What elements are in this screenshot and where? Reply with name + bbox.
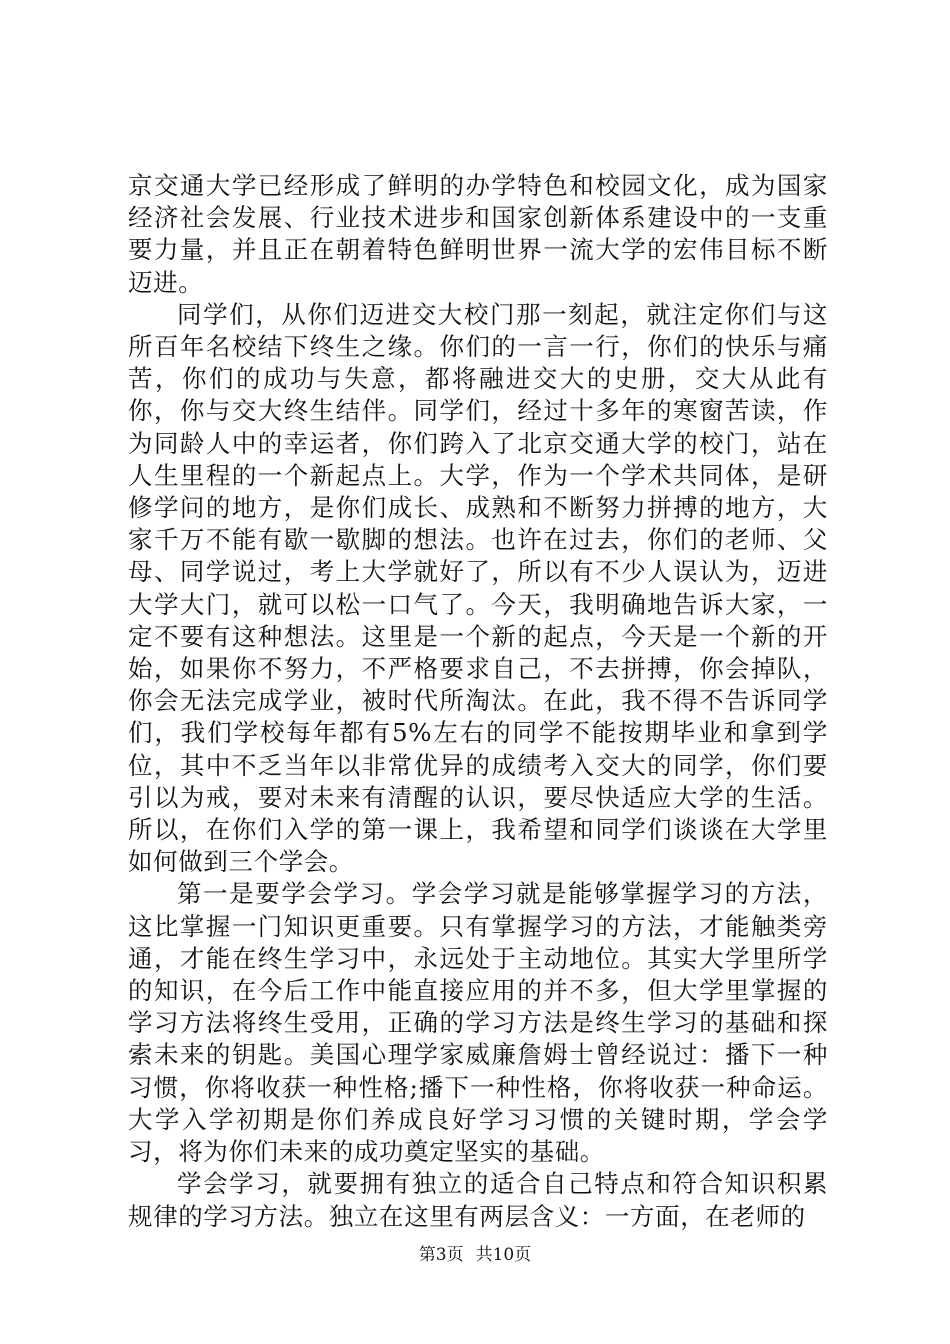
- paragraph-3: 第一是要学会学习。学会学习就是能够掌握学习的方法，这比掌握一门知识更重要。只有掌握学习的方法，才能触类旁通，才能在终生学习中，永远处于主动地位。其实大学里所学的知识，在今后工作中能直接应用的并不多，但大学里掌握的学习方法将终生受用，正确的学习方法是终生学习的基础和探索未来的钥匙。美国心理学家威廉詹姆士曾经说过：播下一种习惯，你将收获一种性格;播下一种性格，你将收获一种命运。大学入学初期是你们养成良好学习习惯的关键时期，学会学习，将为你们未来的成功奠定坚实的基础。: [128, 879, 828, 1167]
- page-number: 第3页: [418, 1245, 464, 1265]
- page-total: 共10页: [475, 1245, 532, 1265]
- paragraph-2: 同学们，从你们迈进交大校门那一刻起，就注定你们与这所百年名校结下终生之缘。你们的一言一行，你们的快乐与痛苦，你们的成功与失意，都将融进交大的史册，交大从此有你，你与交大终生结伴。同学们，经过十多年的寒窗苦读，作为同龄人中的幸运者，你们跨入了北京交通大学的校门，站在人生里程的一个新起点上。大学，作为一个学术共同体，是研修学问的地方，是你们成长、成熟和不断努力拼搏的地方，大家千万不能有歇一歇脚的想法。也许在过去，你们的老师、父母、同学说过，考上大学就好了，所以有不少人误认为，迈进大学大门，就可以松一口气了。今天，我明确地告诉大家，一定不要有这种想法。这里是一个新的起点，今天是一个新的开始，如果你不努力，不严格要求自己，不去拼搏，你会掉队，你会无法完成学业，被时代所淘汰。在此，我不得不告诉同学们，我们学校每年都有5%左右的同学不能按期毕业和拿到学位，其中不乏当年以非常优异的成绩考入交大的同学，你们要引以为戒，要对未来有清醒的认识，要尽快适应大学的生活。所以，在你们入学的第一课上，我希望和同学们谈谈在大学里如何做到三个学会。: [128, 299, 828, 877]
- document-body: [128, 170, 828, 1233]
- page-footer: [0, 1243, 950, 1267]
- paragraph-1: 京交通大学已经形成了鲜明的办学特色和校园文化，成为国家经济社会发展、行业技术进步和国家创新体系建设中的一支重要力量，并且正在朝着特色鲜明世界一流大学的宏伟目标不断迈进。: [128, 171, 828, 297]
- paragraph-4: 学会学习，就要拥有独立的适合自己特点和符合知识积累规律的学习方法。独立在这里有两层含义：一方面，在老师的: [128, 1169, 828, 1231]
